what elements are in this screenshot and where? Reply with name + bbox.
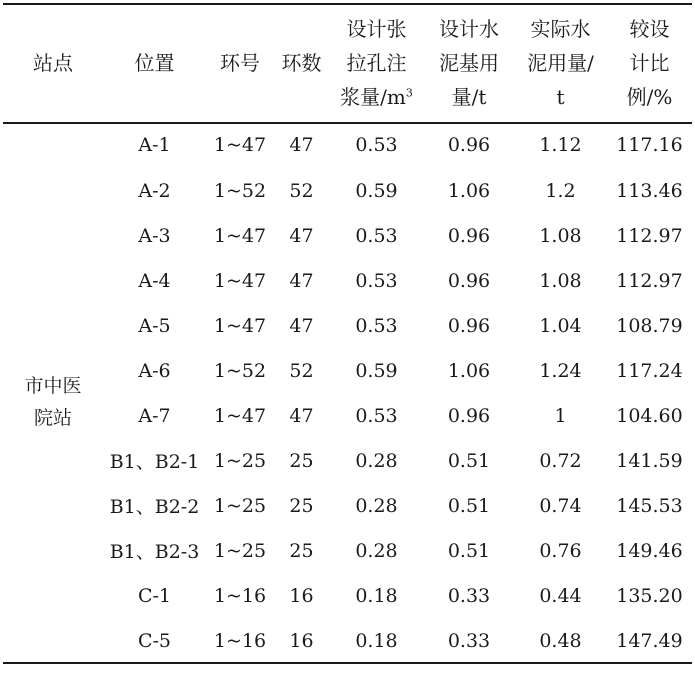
cell-position: B1、B2-2 bbox=[109, 496, 200, 518]
cell-ring-no: 1~25 bbox=[213, 539, 267, 562]
cell-design-cement: 0.96 bbox=[447, 134, 491, 156]
cell-ring-count: 25 bbox=[289, 449, 314, 472]
cell-design-grout: 0.28 bbox=[355, 539, 398, 562]
cell-position: C-5 bbox=[137, 629, 172, 652]
table-row bbox=[3, 393, 692, 438]
cell-position: C-1 bbox=[137, 584, 172, 607]
cell-position: A-6 bbox=[138, 359, 171, 382]
cell-actual-cement: 1 bbox=[554, 404, 567, 427]
cell-design-cement: 0.51 bbox=[447, 539, 491, 562]
cell-ring-count: 52 bbox=[289, 359, 314, 382]
cell-design-grout: 0.53 bbox=[355, 269, 398, 292]
cell-design-cement: 0.51 bbox=[447, 449, 491, 472]
cell-design-grout: 0.59 bbox=[355, 179, 398, 202]
cell-ring-count: 47 bbox=[289, 314, 314, 337]
cell-ratio: 112.97 bbox=[616, 269, 683, 292]
cell-ratio: 147.49 bbox=[616, 629, 683, 652]
cell-ring-no: 1~16 bbox=[213, 629, 267, 652]
cell-design-grout: 0.28 bbox=[355, 449, 398, 472]
cell-ring-count: 25 bbox=[289, 494, 314, 517]
cell-ratio: 108.79 bbox=[616, 314, 683, 337]
table-row bbox=[3, 618, 692, 663]
cell-design-cement: 1.06 bbox=[447, 359, 491, 382]
cell-ring-no: 1~47 bbox=[213, 314, 267, 337]
cell-design-grout: 0.53 bbox=[355, 134, 398, 156]
cell-design-grout: 0.53 bbox=[355, 404, 398, 427]
header-ratio: 较设 计比 例/% bbox=[626, 17, 673, 109]
cell-position: A-5 bbox=[138, 314, 171, 337]
cell-actual-cement: 0.76 bbox=[539, 539, 582, 562]
header-design-cement: 设计水 泥基用 量/t bbox=[439, 17, 499, 109]
cell-design-cement: 0.96 bbox=[447, 269, 491, 292]
cell-position: A-2 bbox=[138, 179, 171, 202]
cell-ring-no: 1~47 bbox=[213, 404, 267, 427]
cell-ring-count: 16 bbox=[289, 629, 314, 652]
header-design-grout: 设计张 拉孔注 浆量$/m^3$ bbox=[340, 17, 413, 109]
cell-ring-no: 1~25 bbox=[213, 449, 267, 472]
cell-design-cement: 0.96 bbox=[447, 314, 491, 337]
cell-design-grout: 0.53 bbox=[355, 224, 398, 247]
cell-ring-count: 47 bbox=[289, 224, 314, 247]
cell-ring-no: 1~47 bbox=[213, 269, 267, 292]
cell-design-cement: 0.51 bbox=[447, 494, 491, 517]
cell-design-grout: 0.53 bbox=[355, 314, 398, 337]
header-station: 站点 bbox=[33, 51, 73, 75]
table-row bbox=[3, 168, 692, 213]
cell-position: B1、B2-3 bbox=[109, 541, 200, 563]
cell-design-grout: 0.59 bbox=[355, 359, 398, 382]
cell-actual-cement: 1.08 bbox=[539, 269, 582, 292]
cell-actual-cement: 0.44 bbox=[539, 584, 582, 607]
cell-ratio: 145.53 bbox=[616, 494, 683, 517]
cell-design-cement: 0.33 bbox=[447, 629, 491, 652]
cell-ring-no: 1~52 bbox=[213, 179, 267, 202]
cell-actual-cement: 1.2 bbox=[545, 179, 576, 202]
table-row bbox=[3, 483, 692, 528]
cell-ring-count: 25 bbox=[289, 539, 314, 562]
cell-ring-no: 1~16 bbox=[213, 584, 267, 607]
cell-ring-no: 1~52 bbox=[213, 359, 267, 382]
table-row bbox=[3, 348, 692, 393]
cell-design-cement: 1.06 bbox=[447, 179, 491, 202]
cell-design-cement: 0.33 bbox=[447, 584, 491, 607]
station-cell: 市中医 院站 bbox=[24, 374, 82, 429]
table-row bbox=[3, 573, 692, 618]
table-row bbox=[3, 438, 692, 483]
cell-design-cement: 0.96 bbox=[447, 404, 491, 427]
cell-position: A-3 bbox=[138, 224, 171, 247]
cell-position: A-7 bbox=[138, 404, 171, 427]
table-row bbox=[3, 122, 692, 168]
cell-ring-no: 1~25 bbox=[213, 494, 267, 517]
header-actual-cement: 实际水 泥用量/ t bbox=[527, 17, 594, 109]
cell-ratio: 104.60 bbox=[616, 404, 683, 427]
header-ring-no: 环号 bbox=[220, 51, 260, 75]
cell-ring-no: 1~47 bbox=[213, 134, 267, 156]
cell-ring-count: 47 bbox=[289, 404, 314, 427]
cell-design-grout: 0.18 bbox=[355, 584, 398, 607]
cell-ring-count: 16 bbox=[289, 584, 314, 607]
table-row bbox=[3, 258, 692, 303]
cell-ratio: 112.97 bbox=[616, 224, 683, 247]
cell-design-grout: 0.18 bbox=[355, 629, 398, 652]
cell-ring-count: 52 bbox=[289, 179, 314, 202]
table-row bbox=[3, 528, 692, 573]
cell-actual-cement: 0.48 bbox=[539, 629, 582, 652]
table-row bbox=[3, 303, 692, 348]
cell-actual-cement: 1.08 bbox=[539, 224, 582, 247]
cell-actual-cement: 1.24 bbox=[539, 359, 582, 382]
cell-ring-count: 47 bbox=[289, 134, 314, 156]
header-position: 位置 bbox=[134, 51, 175, 75]
cell-actual-cement: 1.12 bbox=[539, 134, 582, 156]
cell-actual-cement: 0.72 bbox=[539, 449, 582, 472]
cell-actual-cement: 1.04 bbox=[539, 314, 582, 337]
cell-ratio: 117.24 bbox=[616, 359, 683, 382]
cell-position: A-4 bbox=[138, 269, 171, 292]
cell-ratio: 117.16 bbox=[616, 134, 683, 156]
cell-position: A-1 bbox=[138, 134, 171, 156]
cell-ratio: 135.20 bbox=[616, 584, 683, 607]
header-ring-count: 环数 bbox=[281, 51, 322, 75]
cell-actual-cement: 0.74 bbox=[539, 494, 582, 517]
cell-ring-count: 47 bbox=[289, 269, 314, 292]
cell-ratio: 141.59 bbox=[616, 449, 683, 472]
grouting-table bbox=[3, 4, 692, 663]
table-row bbox=[3, 213, 692, 258]
header-row bbox=[3, 4, 692, 122]
cell-ratio: 113.46 bbox=[616, 179, 683, 202]
cell-ring-no: 1~47 bbox=[213, 224, 267, 247]
cell-ratio: 149.46 bbox=[616, 539, 683, 562]
cell-design-cement: 0.96 bbox=[447, 224, 491, 247]
cell-design-grout: 0.28 bbox=[355, 494, 398, 517]
cell-position: B1、B2-1 bbox=[109, 451, 200, 473]
